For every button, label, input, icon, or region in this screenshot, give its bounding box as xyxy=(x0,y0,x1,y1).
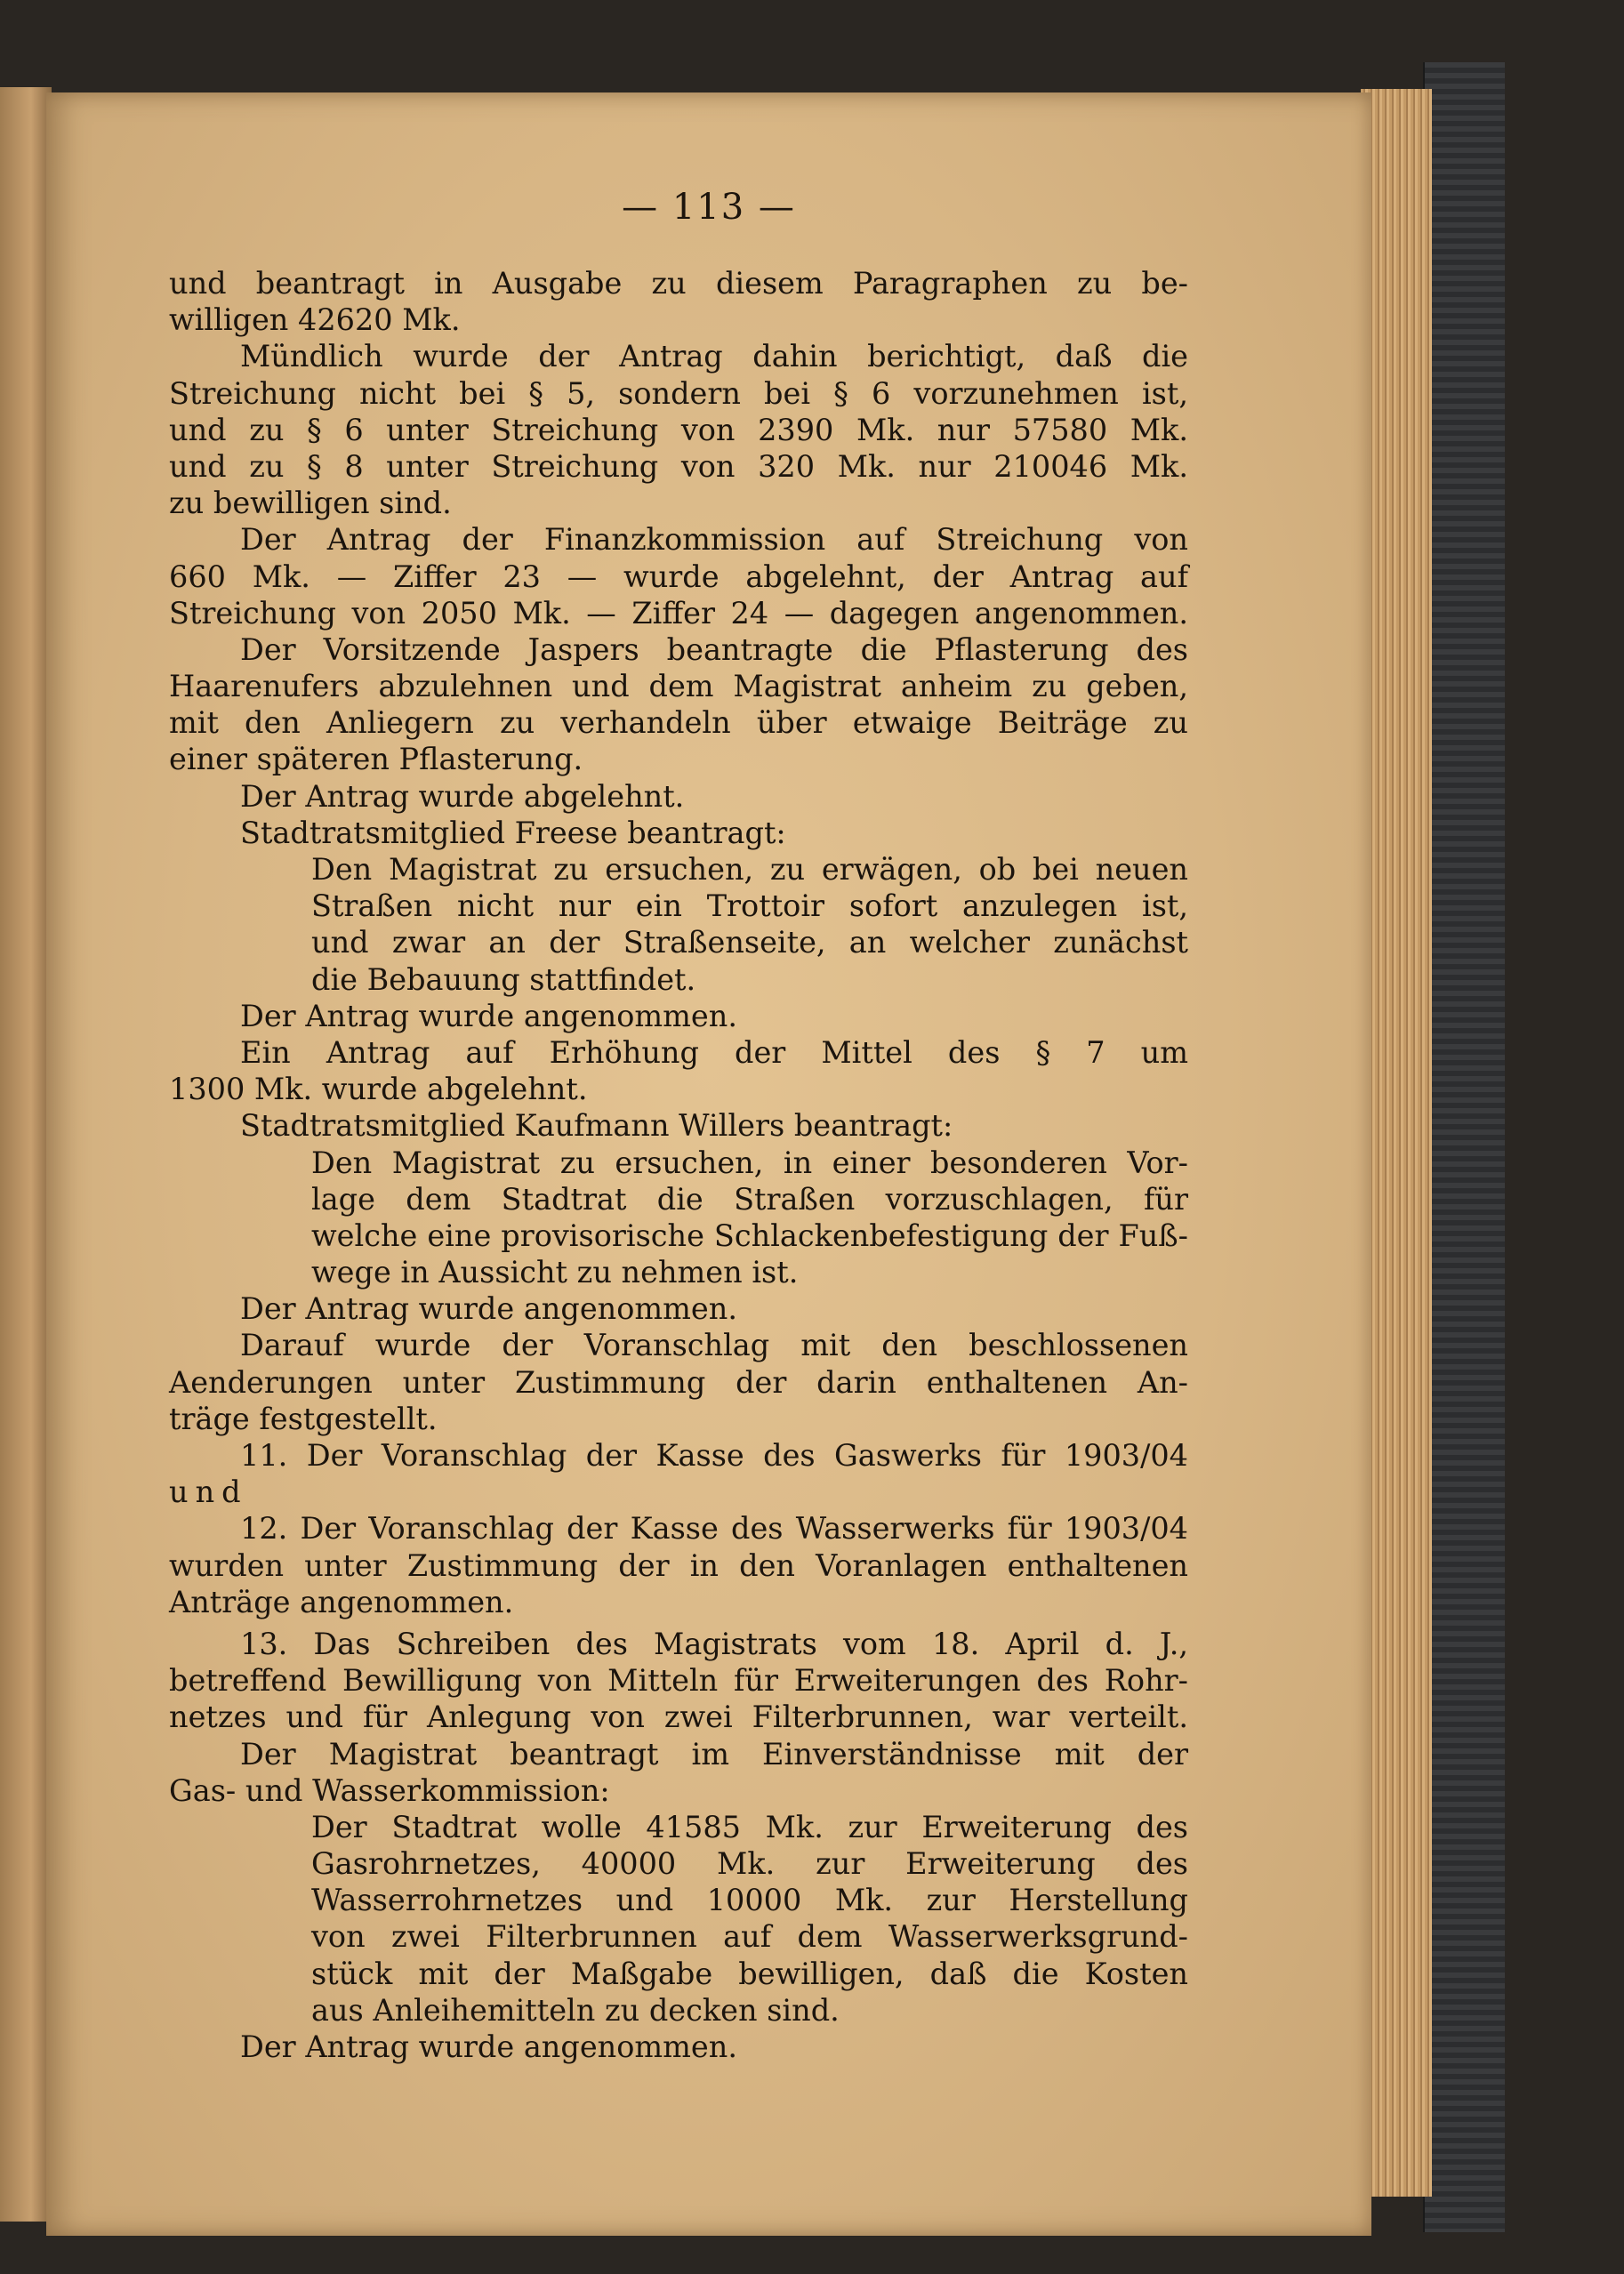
text-line: Straßen nicht nur ein Trottoir sofort anzulegen ist, xyxy=(311,888,1188,924)
text-line: Der Magistrat beantragt im Einverständnisse mit der xyxy=(240,1736,1188,1772)
text-line: und beantragt in Ausgabe zu diesem Paragraphen zu be- xyxy=(169,266,1188,301)
text-line: netzes und für Anlegung von zwei Filterbrunnen, war verteilt. xyxy=(169,1699,1188,1735)
text-line: und zwar an der Straßenseite, an welcher zunächst xyxy=(311,925,1188,960)
text-line: Den Magistrat zu ersuchen, zu erwägen, ob bei neuen xyxy=(311,852,1188,887)
text-line: Der Antrag wurde abgelehnt. xyxy=(240,778,685,814)
text-line: und xyxy=(169,1474,248,1510)
text-line: Der Stadtrat wolle 41585 Mk. zur Erweiterung des xyxy=(311,1809,1188,1844)
text-line: Der Antrag wurde angenommen. xyxy=(240,2029,737,2064)
text-line: Den Magistrat zu ersuchen, in einer besonderen Vor- xyxy=(311,1145,1188,1180)
text-line: Streichung nicht bei § 5, sondern bei § 6 vorzunehmen ist, xyxy=(169,375,1188,411)
text-line: die Bebauung stattfindet. xyxy=(311,961,696,997)
text-line: 1300 Mk. wurde abgelehnt. xyxy=(169,1072,588,1107)
text-line: 12. Der Voranschlag der Kasse des Wasserwerks für 1903/04 xyxy=(240,1511,1188,1547)
text-line: Ein Antrag auf Erhöhung der Mittel des § 7 um xyxy=(240,1034,1188,1070)
text-line: Aenderungen unter Zustimmung der darin enthaltenen An- xyxy=(169,1364,1188,1400)
text-line: aus Anleihemitteln zu decken sind. xyxy=(311,1992,840,2028)
page-edge-stack xyxy=(1361,89,1432,2197)
text-line: 660 Mk. — Ziffer 23 — wurde abgelehnt, der Antrag auf xyxy=(169,558,1188,594)
text-line: Darauf wurde der Voranschlag mit den beschlossenen xyxy=(240,1328,1188,1363)
text-line: träge festgestellt. xyxy=(169,1401,438,1436)
text-line: willigen 42620 Mk. xyxy=(169,302,461,338)
text-line: mit den Anliegern zu verhandeln über etwaige Beiträge zu xyxy=(169,705,1188,741)
text-line: 13. Das Schreiben des Magistrats vom 18. April d. J., xyxy=(240,1626,1188,1661)
page-body xyxy=(169,265,1188,2065)
text-line: einer späteren Pflasterung. xyxy=(169,742,583,777)
book-page xyxy=(46,92,1371,2236)
text-line: Gas- und Wasserkommission: xyxy=(169,1772,610,1808)
text-line: Gasrohrnetzes, 40000 Mk. zur Erweiterung des xyxy=(311,1846,1188,1882)
text-line: betreffend Bewilligung von Mitteln für Erweiterungen des Rohr- xyxy=(169,1663,1188,1699)
left-page-edge xyxy=(0,87,52,2222)
text-line: 11. Der Voranschlag der Kasse des Gaswerks für 1903/04 xyxy=(240,1438,1188,1473)
text-line: Der Antrag wurde angenommen. xyxy=(240,1291,737,1327)
text-line: Der Antrag der Finanzkommission auf Streichung von xyxy=(240,522,1188,558)
text-line: wege in Aussicht zu nehmen ist. xyxy=(311,1255,799,1290)
text-line: lage dem Stadtrat die Straßen vorzuschlagen, für xyxy=(311,1181,1188,1217)
book-cover-edge xyxy=(1423,62,1505,2232)
text-line: Wasserrohrnetzes und 10000 Mk. zur Herstellung xyxy=(311,1883,1188,1918)
text-line: wurden unter Zustimmung der in den Voranlagen enthaltenen xyxy=(169,1547,1188,1583)
page-number: — 113 — xyxy=(622,187,796,228)
text-line: Mündlich wurde der Antrag dahin berichtigt, daß die xyxy=(240,339,1188,374)
text-line: Anträge angenommen. xyxy=(169,1584,514,1619)
text-line: von zwei Filterbrunnen auf dem Wasserwerksgrund- xyxy=(311,1919,1188,1955)
text-line: Stadtratsmitglied Freese beantragt: xyxy=(240,815,786,850)
text-line: Der Antrag wurde angenommen. xyxy=(240,998,737,1033)
text-line: und zu § 8 unter Streichung von 320 Mk. nur 210046 Mk. xyxy=(169,448,1188,484)
text-line: stück mit der Maßgabe bewilligen, daß die Kosten xyxy=(311,1956,1188,1991)
text-line: Haarenufers abzulehnen und dem Magistrat anheim zu geben, xyxy=(169,669,1188,704)
text-line: und zu § 6 unter Streichung von 2390 Mk. nur 57580 Mk. xyxy=(169,412,1188,447)
text-line: zu bewilligen sind. xyxy=(169,486,452,521)
text-line: Der Vorsitzende Jaspers beantragte die Pflasterung des xyxy=(240,631,1188,667)
text-line: Stadtratsmitglied Kaufmann Willers beantragt: xyxy=(240,1108,953,1144)
text-line: Streichung von 2050 Mk. — Ziffer 24 — dagegen angenommen. xyxy=(169,595,1188,631)
text-line: welche eine provisorische Schlackenbefestigung der Fuß- xyxy=(311,1217,1188,1253)
